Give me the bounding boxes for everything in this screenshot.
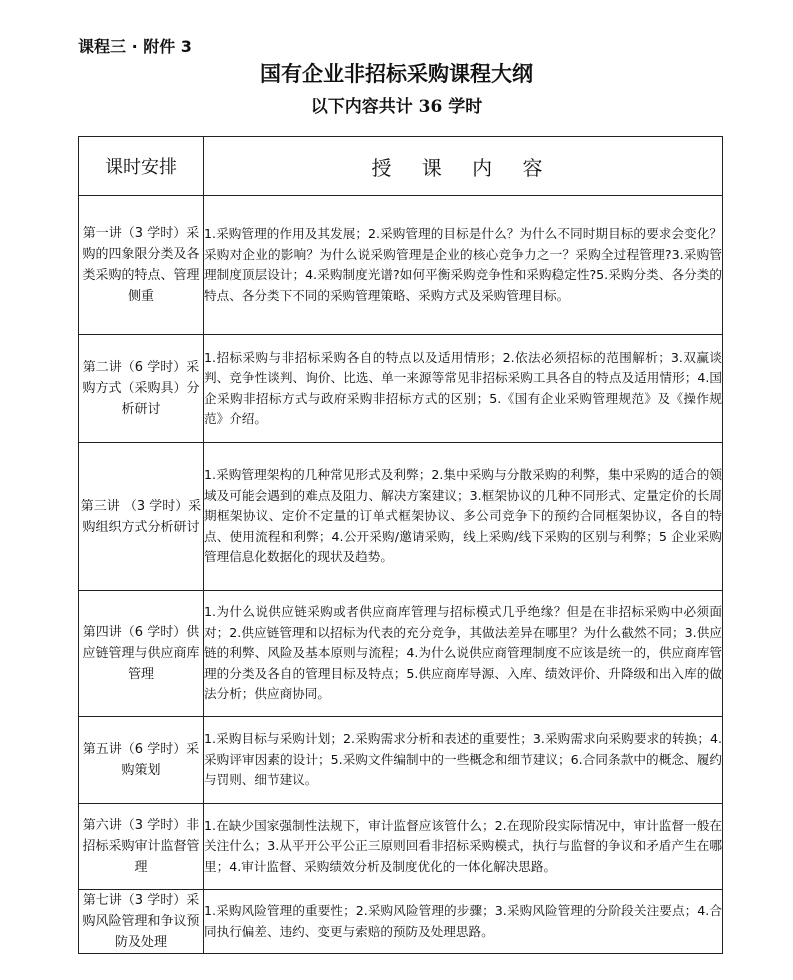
lecture-cell: 第一讲（3 学时）采购的四象限分类及各类采购的特点、管理侧重: [79, 196, 204, 335]
lecture-cell: 第七讲（3 学时）采购风险管理和争议预防及处理: [79, 890, 204, 954]
lecture-cell: 第六讲（3 学时）非招标采购审计监督管理: [79, 804, 204, 890]
column-header-schedule: 课时安排: [79, 137, 204, 196]
column-header-content: 授 课 内 容: [204, 137, 723, 196]
content-cell: 1.采购目标与采购计划；2.采购需求分析和表述的重要性；3.采购需求向采购要求的转换；4.采购评审因素的设计；5.采购文件编制中的一些概念和细节建议；6.合同条款中的概念、履约与罚则、细节建议。: [204, 717, 723, 804]
table-row: [79, 890, 723, 954]
content-cell: 1.为什么说供应链采购或者供应商库管理与招标模式几乎绝缘？但是在非招标采购中必须面对；2.供应链管理和以招标为代表的充分竞争，其做法差异在哪里？为什么截然不同；3.供应链的利弊、风险及基本原则与流程；4.为什么说供应商管理制度不应该是统一的，供应商库管理的分类及各自的管理目标及特点；5.供应商库导源、入库、绩效评价、升降级和出入库的做法分析；供应商协同。: [204, 591, 723, 717]
document-subtitle: 以下内容共计 36 学时: [310, 97, 483, 117]
content-cell: 1.采购风险管理的重要性；2.采购风险管理的步骤；3.采购风险管理的分阶段关注要点；4.合同执行偏差、违约、变更与索赔的预防及处理思路。: [204, 890, 723, 954]
document-title: 国有企业非招标采购课程大纲: [260, 61, 533, 86]
attachment-label: 课程三 · 附件 3: [78, 37, 192, 56]
table-row: [79, 804, 723, 890]
table-header-row: [79, 137, 723, 196]
table-row: [79, 443, 723, 591]
content-cell: 1.采购管理架构的几种常见形式及利弊；2.集中采购与分散采购的利弊，集中采购的适合的领域及可能会遇到的难点及阻力、解决方案建议；3.框架协议的几种不同形式、定量定价的长周期框架协议、定价不定量的订单式框架协议、多公司竞争下的预约合同框架协议，各自的特点、使用流程和利弊；4.公开采购/邀请采购，线上采购/线下采购的区别与利弊；5 企业采购管理信息化数据化的现状及趋势。: [204, 443, 723, 591]
lecture-cell: 第二讲（6 学时）采购方式（采购具）分析研讨: [79, 335, 204, 443]
table-row: [79, 717, 723, 804]
table-row: [79, 335, 723, 443]
lecture-cell: 第五讲（6 学时）采购策划: [79, 717, 204, 804]
course-outline-table: [78, 136, 723, 954]
table-row: [79, 591, 723, 717]
content-cell: 1.在缺少国家强制性法规下，审计监督应该管什么；2.在现阶段实际情况中，审计监督一般在关注什么；3.从平开公平公正三原则回看非招标采购模式，执行与监督的争议和矛盾产生在哪里；4.审计监督、采购绩效分析及制度优化的一体化解决思路。: [204, 804, 723, 890]
table-row: [79, 196, 723, 335]
content-cell: 1.招标采购与非招标采购各自的特点以及适用情形；2.依法必须招标的范围解析；3.双赢谈判、竞争性谈判、询价、比选、单一来源等常见非招标采购工具各自的特点及适用情形；4.国企采购非招标方式与政府采购非招标方式的区别；5.《国有企业采购管理规范》及《操作规范》介绍。: [204, 335, 723, 443]
lecture-cell: 第四讲（6 学时）供应链管理与供应商库管理: [79, 591, 204, 717]
lecture-cell: 第三讲 （3 学时）采购组织方式分析研讨: [79, 443, 204, 591]
content-cell: 1.采购管理的作用及其发展；2.采购管理的目标是什么？为什么不同时期目标的要求会变化？采购对企业的影响？为什么说采购管理是企业的核心竞争力之一？采购全过程管理?3.采购管理制度顶层设计；4.采购制度光谱?如何平衡采购竞争性和采购稳定性?5.采购分类、各分类的特点、各分类下不同的采购管理策略、采购方式及采购管理目标。: [204, 196, 723, 335]
